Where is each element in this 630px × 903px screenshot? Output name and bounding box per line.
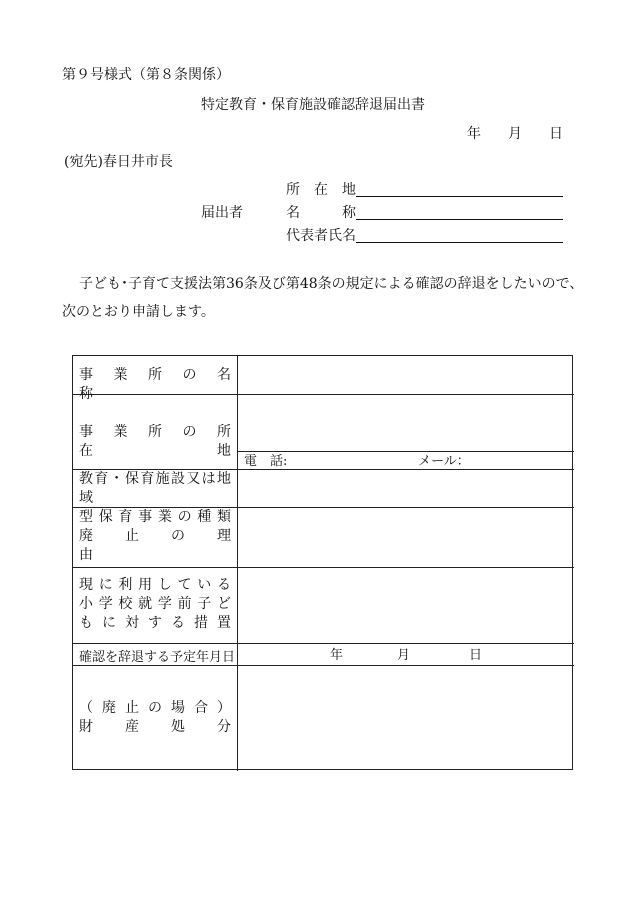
email-label: メール： (418, 454, 470, 469)
row-label-facility-name: 事 業 所 の 名 称 (79, 367, 245, 402)
withdrawal-date-month: 月 (397, 648, 411, 663)
applicant-address-field[interactable] (356, 196, 563, 197)
abolition-reason-value[interactable] (241, 510, 569, 564)
phone-label: 電 話: (244, 454, 288, 469)
row-line-6 (73, 665, 574, 666)
form-title: 特定教育・保育施設確認辞退届出書 (201, 97, 425, 113)
date-month-label: 月 (508, 126, 522, 142)
applicant-label: 届出者 (201, 205, 243, 221)
row-line-5 (73, 643, 574, 644)
addressee: (宛先)春日井市長 (64, 154, 173, 170)
row-line-phone (237, 451, 574, 452)
date-day-label: 日 (549, 126, 563, 142)
row-label-facility-address: 事 業 所 の 所 在 地 (79, 424, 245, 459)
applicant-address-label: 所 在 地 (286, 182, 356, 198)
row-label-facility-type: 教育・保育施設又は地域 型 保 育 事 業 の 種 類 (79, 471, 231, 525)
form-number: 第９号様式（第８条関係） (62, 67, 230, 83)
column-divider (237, 356, 238, 771)
row-label-current-children-measures: 現 に 利 用 し て い る 小 学 校 就 学 前 子 ど も に 対 す る 措 置 (79, 577, 231, 631)
facility-type-value[interactable] (241, 472, 569, 504)
row-label-withdrawal-date: 確認を辞退する予定年月日 (79, 650, 236, 665)
representative-field[interactable] (356, 242, 563, 243)
applicant-name-label: 名 称 (286, 205, 356, 221)
facility-address-value[interactable] (241, 360, 569, 446)
property-disposal-value[interactable] (241, 670, 569, 766)
current-children-measures-value[interactable] (241, 570, 569, 640)
application-table (72, 355, 573, 770)
withdrawal-date-year: 年 (330, 648, 344, 663)
body-text-line2: 次のとおり申請します。 (62, 304, 215, 320)
row-line-4 (73, 567, 574, 568)
representative-label: 代表者氏名 (286, 228, 356, 244)
body-text-line1: 子ども･子育て支援法第36条及び第48条の規定による確認の辞退をしたいので、 (79, 276, 584, 292)
row-label-abolition-reason: 廃 止 の 理 由 (79, 528, 259, 563)
row-label-property-disposal: （ 廃 止 の 場 合 ） 財 産 処 分 (79, 700, 231, 735)
date-year-label: 年 (467, 126, 481, 142)
applicant-name-field[interactable] (356, 219, 563, 220)
withdrawal-date-day: 日 (469, 648, 483, 663)
